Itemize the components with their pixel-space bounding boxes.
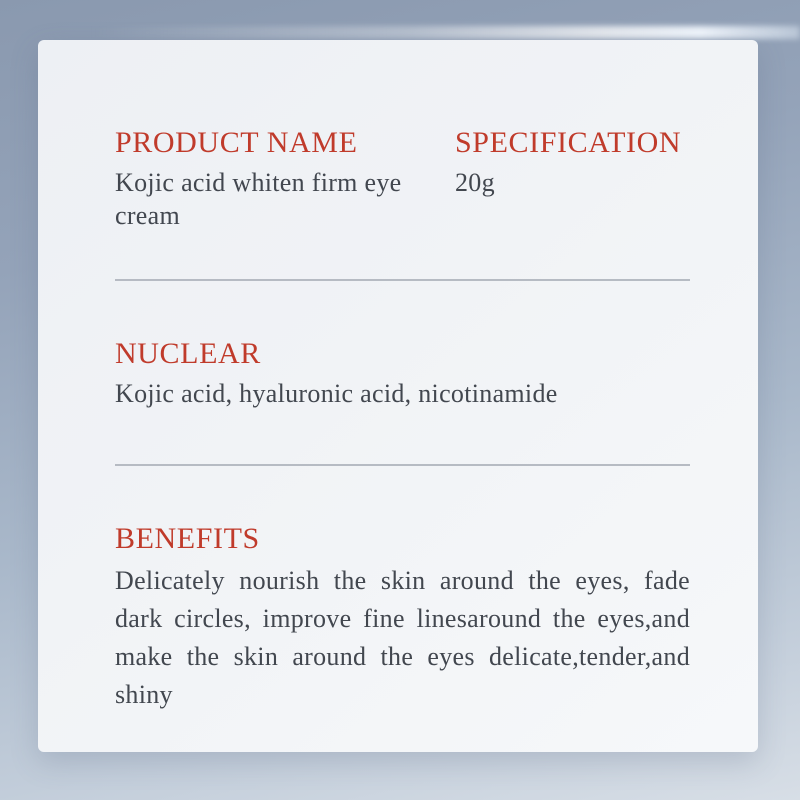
benefits-heading: BENEFITS [115, 522, 260, 555]
product-name-column [115, 125, 455, 232]
product-name-value: Kojic acid whiten firm eye cream [115, 168, 402, 230]
product-info-card [38, 40, 758, 752]
specification-column [455, 125, 690, 199]
specification-heading: SPECIFICATION [455, 126, 682, 159]
benefits-value: Delicately nourish the skin around the eyes, fade dark circles, improve fine linesaround the eyes,and make the skin around the eyes delicate,tender,and shiny [115, 566, 690, 709]
product-name-heading: PRODUCT NAME [115, 126, 358, 159]
divider [115, 279, 690, 281]
benefits-section [115, 521, 690, 714]
divider [115, 464, 690, 466]
nuclear-section [115, 336, 690, 410]
product-spec-row [115, 125, 690, 232]
nuclear-heading: NUCLEAR [115, 337, 261, 370]
specification-value: 20g [455, 168, 495, 197]
nuclear-value: Kojic acid, hyaluronic acid, nicotinamide [115, 379, 558, 408]
top-edge-highlight [90, 26, 800, 39]
